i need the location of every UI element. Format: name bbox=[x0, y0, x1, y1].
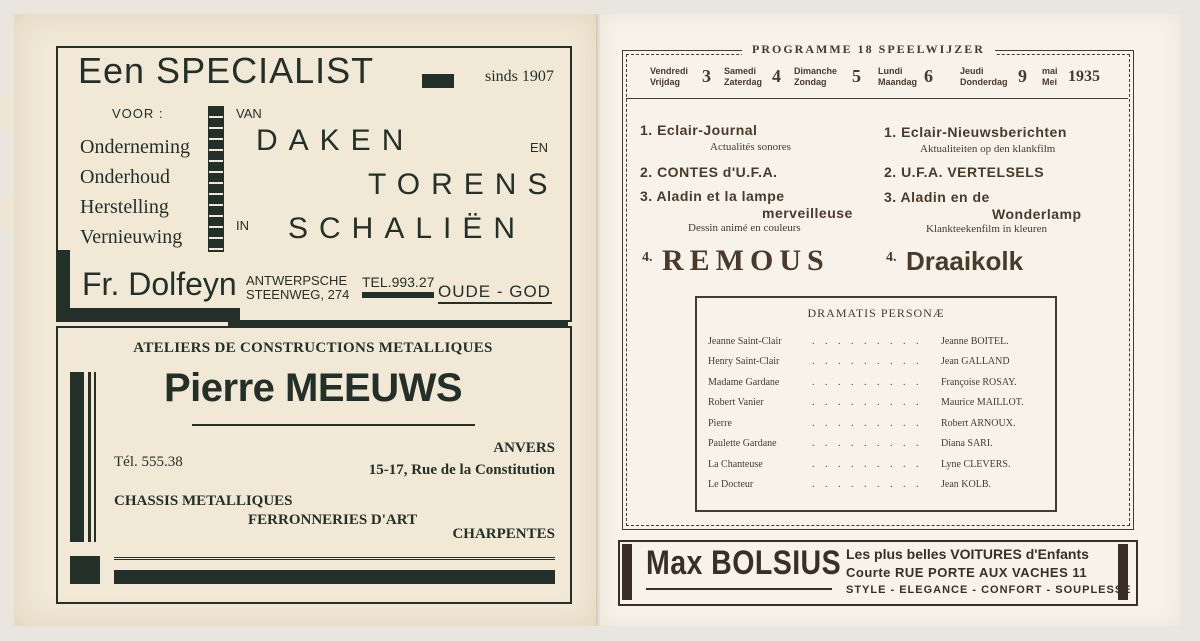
service-item: Onderhoud bbox=[80, 166, 170, 188]
date-number: 6 bbox=[924, 66, 933, 86]
ad-meeuws-heading: ATELIERS DE CONSTRUCTIONS METALLIQUES bbox=[133, 340, 493, 356]
cast-actor: Jean GALLAND bbox=[941, 356, 1010, 367]
ad-dolfeyn-title: Een SPECIALIST bbox=[78, 50, 375, 91]
date-month bbox=[1042, 66, 1058, 88]
ad-dolfeyn-daken: DAKEN bbox=[256, 124, 415, 157]
cast-row bbox=[708, 438, 1038, 452]
ad-bolsius-line: STYLE - ELEGANCE - CONFORT - SOUPLESSE bbox=[846, 584, 1132, 596]
date-day bbox=[878, 66, 917, 88]
decorative-rule bbox=[88, 372, 91, 542]
day-fr: Jeudi bbox=[960, 66, 984, 76]
decorative-bar bbox=[70, 556, 100, 584]
decorative-rule bbox=[94, 372, 96, 542]
ad-dolfeyn-address bbox=[246, 274, 349, 302]
cast-actor: Lyne CLEVERS. bbox=[941, 459, 1011, 470]
cast-role: Pierre bbox=[708, 418, 732, 429]
date-year: 1935 bbox=[1068, 68, 1100, 85]
cast-leader: . . . . . . . . . bbox=[812, 336, 923, 347]
programme-subtitle-nl: Klankteekenfilm in kleuren bbox=[926, 223, 1047, 235]
feature-title-nl: Draaikolk bbox=[906, 246, 1024, 276]
ad-dolfeyn-in: IN bbox=[236, 218, 249, 233]
cast-role: Paulette Gardane bbox=[708, 438, 777, 449]
service-item: Vernieuwing bbox=[80, 226, 183, 248]
programme-item-nl-cont: Wonderlamp bbox=[992, 206, 1082, 222]
programme-item-fr: 2. CONTES d'U.F.A. bbox=[640, 164, 778, 180]
ad-meeuws-city: ANVERS bbox=[493, 440, 555, 456]
cast-row bbox=[708, 397, 1038, 411]
service-item: Herstelling bbox=[80, 196, 169, 218]
date-day bbox=[960, 66, 1008, 88]
cast-leader: . . . . . . . . . bbox=[812, 479, 923, 490]
programme-title: PROGRAMME 18 SPEELWIJZER bbox=[742, 42, 995, 57]
programme-subtitle-fr: Dessin animé en couleurs bbox=[688, 222, 801, 234]
cast-actor: Jean KOLB. bbox=[941, 479, 991, 490]
day-nl: Zondag bbox=[794, 77, 827, 87]
cast-actor: Diana SARI. bbox=[941, 438, 993, 449]
cast-row bbox=[708, 377, 1038, 391]
decorative-bar bbox=[422, 74, 454, 88]
decorative-bar bbox=[70, 308, 240, 320]
page-tab bbox=[0, 196, 14, 230]
cast-role: Jeanne Saint-Clair bbox=[708, 336, 782, 347]
day-nl: Vrijdag bbox=[650, 77, 681, 87]
ad-meeuws-name: Pierre MEEUWS bbox=[163, 366, 463, 410]
decorative-bar bbox=[70, 372, 84, 542]
ad-dolfeyn-services bbox=[80, 132, 190, 252]
cast-actor: Robert ARNOUX. bbox=[941, 418, 1016, 429]
ad-bolsius-name: Max BOLSIUS bbox=[646, 544, 842, 582]
programme-item-fr: 3. Aladin et la lampe bbox=[640, 188, 785, 204]
cast-leader: . . . . . . . . . bbox=[812, 459, 923, 470]
day-fr: Samedi bbox=[724, 66, 757, 76]
programme-item-fr: 1. Eclair-Journal bbox=[640, 122, 758, 138]
cast-actor: Maurice MAILLOT. bbox=[941, 397, 1024, 408]
date-day bbox=[650, 66, 688, 88]
programme-subtitle-fr: Actualités sonores bbox=[710, 141, 791, 153]
cast-leader: . . . . . . . . . bbox=[812, 438, 923, 449]
programme-item-nl: 2. U.F.A. VERTELSELS bbox=[884, 164, 1045, 180]
ad-dolfeyn-tel: TEL.993.27 bbox=[362, 274, 435, 290]
ad-bolsius-line: Courte RUE PORTE AUX VACHES 11 bbox=[846, 565, 1088, 580]
day-fr: Vendredi bbox=[650, 66, 689, 76]
decorative-bar bbox=[362, 292, 434, 298]
cast-role: Robert Vanier bbox=[708, 397, 764, 408]
date-number: 4 bbox=[772, 66, 781, 86]
cast-row bbox=[708, 479, 1038, 493]
decorative-rule bbox=[646, 588, 832, 590]
month-nl: Mei bbox=[1042, 77, 1058, 87]
ad-meeuws-line: CHASSIS METALLIQUES bbox=[114, 493, 293, 509]
feature-number: 4. bbox=[642, 250, 653, 265]
ad-bolsius-line: Les plus belles VOITURES d'Enfants bbox=[846, 546, 1089, 562]
service-item: Onderneming bbox=[80, 136, 190, 158]
day-fr: Dimanche bbox=[794, 66, 838, 76]
ad-meeuws-address: 15-17, Rue de la Constitution bbox=[368, 462, 555, 478]
cast-actor: Françoise ROSAY. bbox=[941, 377, 1017, 388]
cast-row bbox=[708, 459, 1038, 473]
decorative-stripe bbox=[208, 106, 224, 252]
ad-dolfeyn-company: Fr. Dolfeyn bbox=[82, 266, 237, 302]
cast-title: DRAMATIS PERSONÆ bbox=[807, 306, 945, 320]
date-day bbox=[794, 66, 837, 88]
programme-item-nl: 3. Aladin en de bbox=[884, 189, 990, 205]
ad-meeuws-line: FERRONNERIES D'ART bbox=[248, 512, 418, 528]
ad-dolfeyn-torens: TORENS bbox=[368, 168, 559, 201]
day-fr: Lundi bbox=[878, 66, 903, 76]
feature-title-fr: REMOUS bbox=[662, 244, 830, 277]
ad-meeuws-tel: Tél. 555.38 bbox=[114, 454, 183, 470]
cast-row bbox=[708, 336, 1038, 350]
ad-dolfeyn-van: VAN bbox=[236, 106, 262, 121]
programme-subtitle-nl: Aktualiteiten op den klankfilm bbox=[920, 143, 1056, 155]
ad-meeuws-line: CHARPENTES bbox=[452, 526, 555, 542]
ad-dolfeyn-voor: VOOR : bbox=[112, 106, 164, 121]
date-number: 5 bbox=[852, 66, 861, 86]
month-fr: mai bbox=[1042, 66, 1058, 76]
cast-actor: Jeanne BOITEL. bbox=[941, 336, 1009, 347]
decorative-bar bbox=[622, 544, 632, 600]
ad-dolfeyn-en: EN bbox=[530, 140, 549, 155]
cast-leader: . . . . . . . . . bbox=[812, 418, 923, 429]
date-day bbox=[724, 66, 762, 88]
cast-role: Le Docteur bbox=[708, 479, 754, 490]
day-nl: Maandag bbox=[878, 77, 918, 87]
programme-item-nl: 1. Eclair-Nieuwsberichten bbox=[884, 124, 1067, 140]
decorative-rule bbox=[114, 557, 555, 560]
feature-number: 4. bbox=[886, 250, 897, 265]
cast-role: Madame Gardane bbox=[708, 377, 780, 388]
ad-dolfeyn-since: sinds 1907 bbox=[485, 68, 554, 85]
decorative-rule bbox=[192, 424, 475, 426]
ad-dolfeyn-schalien: SCHALIËN bbox=[288, 212, 527, 245]
cast-role: La Chanteuse bbox=[708, 459, 763, 470]
programme-separator bbox=[626, 98, 1128, 99]
cast-role: Henry Saint-Clair bbox=[708, 356, 780, 367]
cast-leader: . . . . . . . . . bbox=[812, 377, 923, 388]
day-nl: Donderdag bbox=[960, 77, 1008, 87]
cast-leader: . . . . . . . . . bbox=[812, 356, 923, 367]
ad-dolfeyn-place: OUDE - GOD bbox=[438, 282, 551, 301]
decorative-bar bbox=[56, 250, 70, 320]
address-line: STEENWEG, 274 bbox=[246, 287, 350, 302]
date-number: 9 bbox=[1018, 66, 1027, 86]
address-line: ANTWERPSCHE bbox=[246, 273, 348, 288]
decorative-rule bbox=[438, 302, 552, 304]
cast-row bbox=[708, 418, 1038, 432]
programme-item-fr-cont: merveilleuse bbox=[762, 205, 853, 221]
date-number: 3 bbox=[702, 66, 711, 86]
decorative-bar bbox=[114, 570, 555, 584]
page-tab bbox=[0, 96, 14, 130]
cast-leader: . . . . . . . . . bbox=[812, 397, 923, 408]
day-nl: Zaterdag bbox=[724, 77, 763, 87]
cast-row bbox=[708, 356, 1038, 370]
